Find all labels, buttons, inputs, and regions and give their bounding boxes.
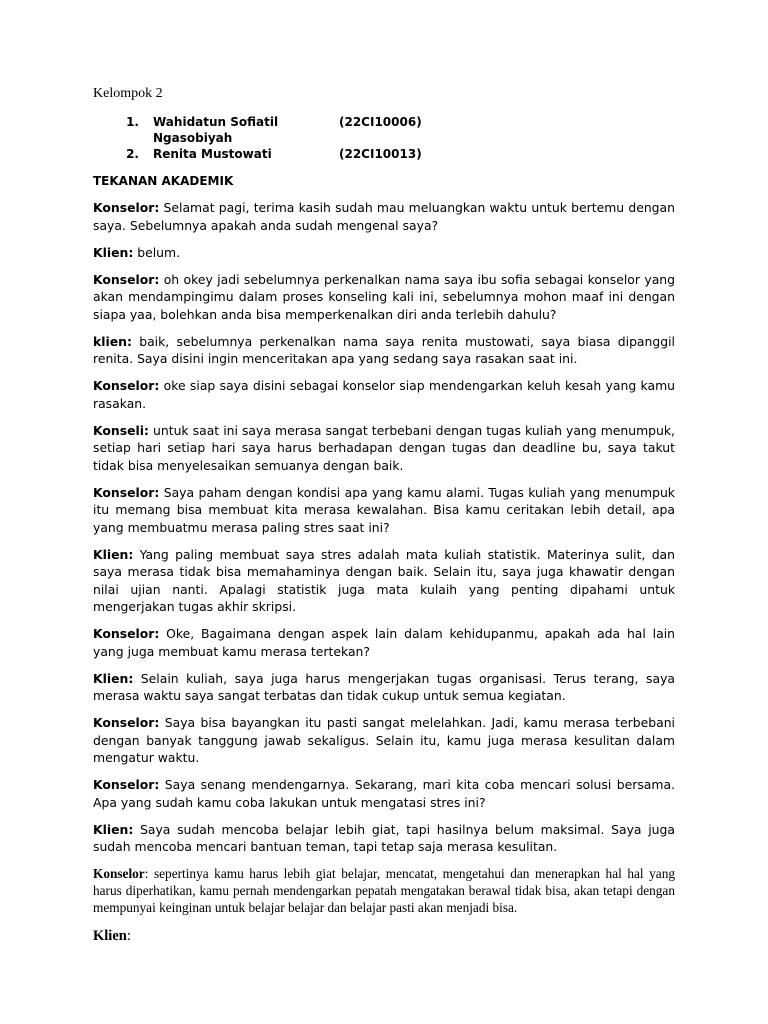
dialogue-text: oke siap saya disini sebagai konselor siap mendengarkan keluh kesah yang kamu rasakan. bbox=[93, 378, 675, 411]
speaker-label: klien: bbox=[93, 333, 132, 349]
member-item bbox=[93, 114, 675, 146]
group-title: Kelompok 2 bbox=[93, 86, 163, 101]
member-name: Renita Mustowati bbox=[153, 147, 272, 161]
member-list bbox=[93, 114, 675, 162]
dialogue-turn bbox=[93, 776, 675, 811]
dialogue-turn bbox=[93, 422, 675, 475]
speaker-label: Klien: bbox=[93, 546, 134, 562]
dialogue-turn bbox=[93, 670, 675, 705]
dialogue-turn bbox=[93, 244, 675, 262]
member-name: Wahidatun Sofiatil Ngasobiyah bbox=[153, 115, 279, 145]
member-number: 1. bbox=[126, 115, 139, 129]
dialogue-turn bbox=[93, 865, 675, 916]
dialogue-text: Oke, Bagaimana dengan aspek lain dalam kehidupanmu, apakah ada hal lain yang juga membuat kamu merasa tertekan? bbox=[93, 626, 675, 659]
dialogue-turn bbox=[93, 546, 675, 616]
speaker-label: Konselor bbox=[93, 866, 145, 881]
dialogue-turn bbox=[93, 821, 675, 856]
member-code: (22CI10013) bbox=[339, 147, 422, 161]
dialogue-text: belum. bbox=[133, 244, 181, 260]
section-heading: TEKANAN AKADEMIK bbox=[93, 174, 234, 188]
dialogue-turn bbox=[93, 625, 675, 660]
dialogue-text: oh okey jadi sebelumnya perkenalkan nama saya ibu sofia sebagai konselor yang akan mendampingimu dalam proses konseling kali ini, sebelumnya mohon maaf ini dengan siapa yaa, bolehkan anda bisa memperkenalkan diri anda terlebih dahulu? bbox=[93, 271, 675, 322]
member-number: 2. bbox=[126, 147, 139, 161]
member-item bbox=[93, 146, 675, 162]
speaker-label: Konselor: bbox=[93, 271, 160, 287]
dialogue-text: baik, sebelumnya perkenalkan nama saya renita mustowati, saya biasa dipanggil renita. Saya disini ingin menceritakan apa yang sedang saya rasakan saat ini. bbox=[93, 333, 675, 366]
speaker-label: Konselor: bbox=[93, 200, 160, 215]
speaker-label: Konseli: bbox=[93, 422, 149, 438]
dialogue-turn bbox=[93, 271, 675, 324]
speaker-label: Konselor: bbox=[93, 484, 160, 500]
dialogue-turn bbox=[93, 199, 675, 234]
dialogue-turn bbox=[93, 333, 675, 368]
dialogue-text: untuk saat ini saya merasa sangat terbebani dengan tugas kuliah yang menumpuk, setiap hari setiap hari saya harus berhadapan dengan tugas dan deadline bu, saya takut tidak bisa menyelesaikan semuanya dengan baik. bbox=[93, 422, 675, 473]
document-page bbox=[93, 86, 675, 955]
dialogue-turn bbox=[93, 484, 675, 537]
speaker-label: Klien: bbox=[93, 821, 134, 837]
speaker-label: Konselor: bbox=[93, 626, 160, 641]
dialogue-text: Selamat pagi, terima kasih sudah mau meluangkan waktu untuk bertemu dengan saya. Sebelumnya apakah anda sudah mengenal saya? bbox=[93, 200, 675, 233]
dialogue-text: Saya paham dengan kondisi apa yang kamu alami. Tugas kuliah yang menumpuk itu memang bisa membuat kita merasa kewalahan. Bisa kamu ceritakan lebih detail, apa yang membuatmu merasa paling stres saat ini? bbox=[93, 484, 675, 535]
dialogue-text: Saya senang mendengarnya. Sekarang, mari kita coba mencari solusi bersama. Apa yang sudah kamu coba lakukan untuk mengatasi stres ini? bbox=[93, 777, 675, 810]
dialogue-turn bbox=[93, 714, 675, 767]
dialogue-text: Selain kuliah, saya juga harus mengerjakan tugas organisasi. Terus terang, saya merasa waktu saya sangat terbatas dan tidak cukup untuk semua kegiatan. bbox=[93, 670, 675, 703]
speaker-label: Klien bbox=[93, 928, 127, 944]
dialogue-text: : bbox=[126, 928, 131, 944]
speaker-label: Konselor: bbox=[93, 715, 160, 730]
speaker-label: Klien: bbox=[93, 244, 134, 260]
speaker-label: Klien: bbox=[93, 670, 134, 686]
dialogue-text: : sepertinya kamu harus lebih giat belajar, mencatat, mengetahui dan menerapkan hal hal yang harus diperhatikan, kamu pernah mendengarkan pepatah mengatakan berawal tidak bisa, akan tetapi dengan mempunyai keinginan untuk belajar belajar dan belajar pasti akan menjadi bisa. bbox=[93, 866, 675, 915]
dialogue-text: Saya sudah mencoba belajar lebih giat, tapi hasilnya belum maksimal. Saya juga sudah mencoba mencari bantuan teman, tapi tetap saja merasa kesulitan. bbox=[93, 821, 675, 854]
member-code: (22CI10006) bbox=[339, 115, 422, 129]
speaker-label: Konselor: bbox=[93, 378, 160, 393]
speaker-label: Konselor: bbox=[93, 777, 160, 792]
dialogue-text: Yang paling membuat saya stres adalah mata kuliah statistik. Materinya sulit, dan saya merasa tidak bisa memahaminya dengan baik. Selain itu, saya juga khawatir dengan nilai ujian nanti. Apalagi statistik juga mata kulaih yang penting dipahami untuk mengerjakan tugas akhir skripsi. bbox=[93, 546, 675, 614]
dialogue-text: Saya bisa bayangkan itu pasti sangat melelahkan. Jadi, kamu merasa terbebani dengan banyak tanggung jawab sekaligus. Selain itu, kamu juga merasa kesulitan dalam mengatur waktu. bbox=[93, 715, 675, 765]
dialogue-turn bbox=[93, 928, 675, 946]
dialogue-turn bbox=[93, 377, 675, 412]
